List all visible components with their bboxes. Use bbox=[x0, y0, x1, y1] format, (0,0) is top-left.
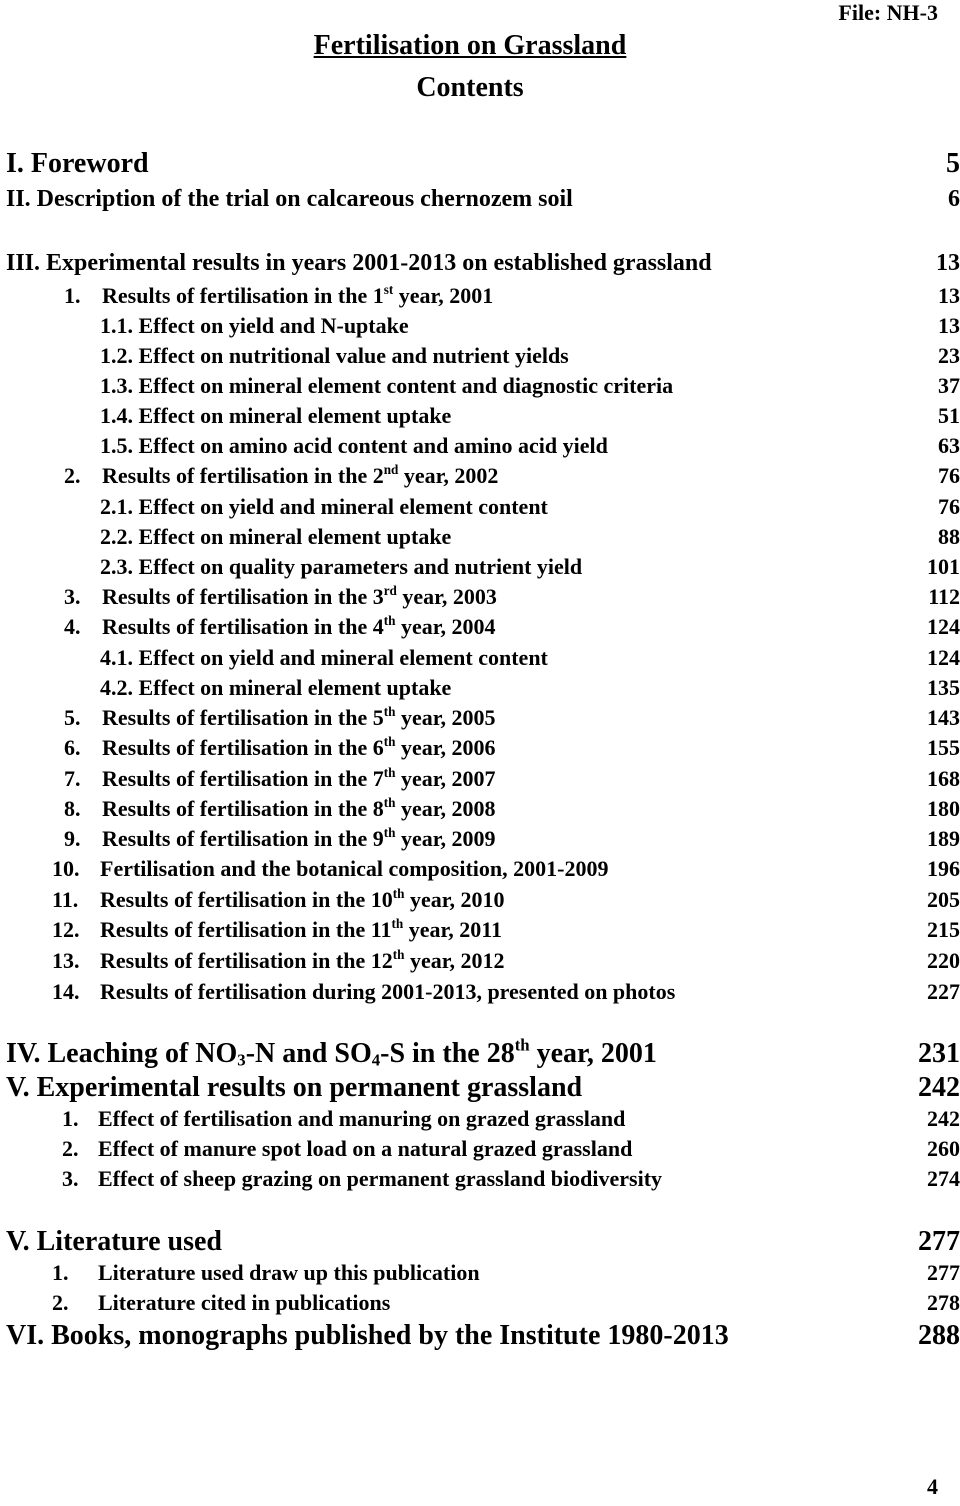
toc-entry-label: II. Description of the trial on calcareous chernozem soil bbox=[6, 186, 573, 212]
toc-entry bbox=[0, 1136, 960, 1164]
contents-heading: Contents bbox=[416, 72, 524, 103]
toc-entry-number: 6. bbox=[64, 735, 81, 760]
toc-entry-number: 1. bbox=[52, 1260, 69, 1285]
toc-entry bbox=[0, 554, 960, 582]
toc-entry-label: Results of fertilisation in the 5th year, 2005 bbox=[102, 703, 496, 730]
toc-entry bbox=[0, 1072, 960, 1103]
toc-entry-label: IV. Leaching of $NO_3-N$ and $SO_4-S$ in the 28th year, 2001 bbox=[6, 1035, 657, 1070]
toc-entry-page: 168 bbox=[927, 766, 960, 791]
toc-entry bbox=[0, 1260, 960, 1288]
toc-entry-label: I. Foreword bbox=[6, 148, 149, 179]
toc-entry-page: 101 bbox=[927, 554, 960, 579]
toc-entry-label: 2.2. Effect on mineral element uptake bbox=[100, 524, 452, 549]
toc-entry-page: 13 bbox=[936, 250, 960, 276]
toc-entry-page: 277 bbox=[918, 1226, 960, 1257]
toc-entry bbox=[0, 796, 960, 824]
toc-entry bbox=[0, 979, 960, 1007]
toc-entry-page: 274 bbox=[927, 1166, 960, 1191]
toc-entry bbox=[0, 1226, 960, 1257]
toc-entry-page: 242 bbox=[918, 1072, 960, 1103]
toc-entry-number: 7. bbox=[64, 766, 81, 791]
toc-entry-label: Results of fertilisation in the 10th year, 2010 bbox=[100, 885, 505, 912]
toc-entry-number: 5. bbox=[64, 705, 81, 730]
toc-entry-page: 6 bbox=[948, 186, 960, 212]
toc-entry-number: 10. bbox=[52, 856, 80, 881]
toc-entry bbox=[0, 1106, 960, 1134]
toc-entry-number: 2. bbox=[64, 463, 81, 488]
toc-entry-page: 76 bbox=[938, 494, 960, 519]
toc-entry-page: 196 bbox=[927, 856, 960, 881]
toc-entry-page: 13 bbox=[938, 283, 960, 308]
toc-entry-label: 4.2. Effect on mineral element uptake bbox=[100, 675, 452, 700]
toc-entry-page: 124 bbox=[927, 645, 960, 670]
toc-entry-number: 12. bbox=[52, 917, 80, 942]
toc-entry-page: 5 bbox=[946, 148, 960, 179]
toc-entry-page: 155 bbox=[927, 735, 960, 760]
toc-entry-page: 124 bbox=[927, 614, 960, 639]
file-reference: File: NH-3 bbox=[838, 0, 938, 25]
toc-entry bbox=[0, 948, 960, 976]
toc-entry-label: 1.3. Effect on mineral element content and diagnostic criteria bbox=[100, 373, 674, 398]
toc-entry-label: 1.4. Effect on mineral element uptake bbox=[100, 403, 452, 428]
toc-entry-label: Fertilisation and the botanical composition, 2001-2009 bbox=[100, 856, 609, 881]
toc-entry-label: Literature cited in publications bbox=[98, 1290, 391, 1315]
toc-entry bbox=[0, 735, 960, 763]
toc-entry bbox=[0, 856, 960, 884]
toc-entry bbox=[0, 186, 960, 214]
toc-entry-page: 220 bbox=[927, 948, 960, 973]
toc-entry bbox=[0, 494, 960, 522]
toc-entry-number: 4. bbox=[64, 614, 81, 639]
toc-entry-label: Effect of sheep grazing on permanent grassland biodiversity bbox=[98, 1166, 663, 1191]
toc-entry-number: 11. bbox=[52, 887, 79, 912]
toc-entry-label: 1.1. Effect on yield and N-uptake bbox=[100, 313, 409, 338]
toc-entry-page: 189 bbox=[927, 826, 960, 851]
toc-entry-number: 2. bbox=[52, 1290, 69, 1315]
toc-entry-number: 3. bbox=[62, 1166, 79, 1191]
toc-entry bbox=[0, 887, 960, 915]
toc-entry-label: Results of fertilisation in the 12th year, 2012 bbox=[100, 946, 505, 973]
toc-entry-page: 260 bbox=[927, 1136, 960, 1161]
toc-entry bbox=[0, 148, 960, 179]
toc-entry-number: 3. bbox=[64, 584, 81, 609]
toc-entry bbox=[0, 766, 960, 794]
toc-entry-page: 143 bbox=[927, 705, 960, 730]
toc-entry-page: 112 bbox=[928, 584, 960, 609]
toc-entry-number: 13. bbox=[52, 948, 80, 973]
toc-entry-page: 205 bbox=[927, 887, 960, 912]
toc-entry-label: Results of fertilisation in the 11th year, 2011 bbox=[100, 915, 503, 942]
toc-entry-label: 1.5. Effect on amino acid content and amino acid yield bbox=[100, 433, 608, 458]
toc-entry bbox=[0, 433, 960, 461]
toc-entry bbox=[0, 250, 960, 278]
toc-entry-page: 13 bbox=[938, 313, 960, 338]
toc-entry bbox=[0, 826, 960, 854]
toc-entry-label: Results of fertilisation during 2001-2013, presented on photos bbox=[100, 979, 676, 1004]
toc-entry-label: Results of fertilisation in the 7th year, 2007 bbox=[102, 764, 496, 791]
toc-entry-label: 4.1. Effect on yield and mineral element content bbox=[100, 645, 548, 670]
toc-entry-number: 1. bbox=[64, 283, 81, 308]
toc-entry-page: 180 bbox=[927, 796, 960, 821]
toc-entry bbox=[0, 614, 960, 642]
toc-entry-page: 76 bbox=[938, 463, 960, 488]
toc-entry-number: 2. bbox=[62, 1136, 79, 1161]
toc-entry bbox=[0, 645, 960, 673]
toc-entry bbox=[0, 705, 960, 733]
toc-entry-page: 215 bbox=[927, 917, 960, 942]
toc-entry-label: 2.3. Effect on quality parameters and nutrient yield bbox=[100, 554, 583, 579]
toc-entry-label: Results of fertilisation in the 2nd year, 2002 bbox=[102, 461, 499, 488]
toc-entry-page: 135 bbox=[927, 675, 960, 700]
toc-entry-label: 1.2. Effect on nutritional value and nutrient yields bbox=[100, 343, 569, 368]
toc-entry bbox=[0, 1035, 960, 1070]
toc-entry-page: 242 bbox=[927, 1106, 960, 1131]
toc-entry bbox=[0, 403, 960, 431]
toc-entry-label: Effect of fertilisation and manuring on grazed grassland bbox=[98, 1106, 626, 1131]
toc-entry-label: 2.1. Effect on yield and mineral element content bbox=[100, 494, 548, 519]
toc-entry-label: Results of fertilisation in the 6th year, 2006 bbox=[102, 733, 496, 760]
toc-entry bbox=[0, 283, 960, 311]
toc-entry-label: V. Experimental results on permanent grassland bbox=[6, 1072, 583, 1103]
toc-entry-label: Results of fertilisation in the 4th year, 2004 bbox=[102, 612, 496, 639]
toc-entry-page: 51 bbox=[938, 403, 960, 428]
toc-entry bbox=[0, 524, 960, 552]
toc-entry-page: 63 bbox=[938, 433, 960, 458]
toc-entry-label: Results of fertilisation in the 8th year, 2008 bbox=[102, 794, 496, 821]
toc-entry-page: 231 bbox=[918, 1038, 960, 1069]
toc-entry-label: V. Literature used bbox=[6, 1226, 222, 1257]
toc-entry-page: 88 bbox=[938, 524, 960, 549]
toc-entry bbox=[0, 1320, 960, 1351]
toc-entry-number: 1. bbox=[62, 1106, 79, 1131]
toc-entry-number: 9. bbox=[64, 826, 81, 851]
toc-entry-page: 23 bbox=[938, 343, 960, 368]
toc-entry-page: 37 bbox=[938, 373, 960, 398]
toc-entry bbox=[0, 675, 960, 703]
toc-entry bbox=[0, 1166, 960, 1194]
toc-entry bbox=[0, 584, 960, 612]
toc-entry-page: 227 bbox=[927, 979, 960, 1004]
toc-entry-label: Literature used draw up this publication bbox=[98, 1260, 480, 1285]
toc-entry-number: 8. bbox=[64, 796, 81, 821]
toc-entry-label: III. Experimental results in years 2001-2013 on established grassland bbox=[6, 250, 712, 276]
toc-entry-label: Results of fertilisation in the 9th year, 2009 bbox=[102, 824, 496, 851]
toc-entry-page: 277 bbox=[927, 1260, 960, 1285]
toc-entry bbox=[0, 917, 960, 945]
toc-entry bbox=[0, 373, 960, 401]
toc-entry bbox=[0, 463, 960, 491]
toc-entry bbox=[0, 1290, 960, 1318]
toc-entry-label: Results of fertilisation in the 3rd year, 2003 bbox=[102, 582, 497, 609]
toc-entry-label: Results of fertilisation in the 1st year, 2001 bbox=[102, 281, 494, 308]
page-number: 4 bbox=[927, 1474, 938, 1499]
toc-entry-label: VI. Books, monographs published by the Institute 1980-2013 bbox=[6, 1320, 729, 1351]
toc-entry bbox=[0, 313, 960, 341]
toc-entry-page: 288 bbox=[918, 1320, 960, 1351]
document-title: Fertilisation on Grassland bbox=[313, 30, 627, 61]
toc-entry bbox=[0, 343, 960, 371]
toc-entry-number: 14. bbox=[52, 979, 80, 1004]
toc-entry-label: Effect of manure spot load on a natural grazed grassland bbox=[98, 1136, 633, 1161]
toc-entry-page: 278 bbox=[927, 1290, 960, 1315]
